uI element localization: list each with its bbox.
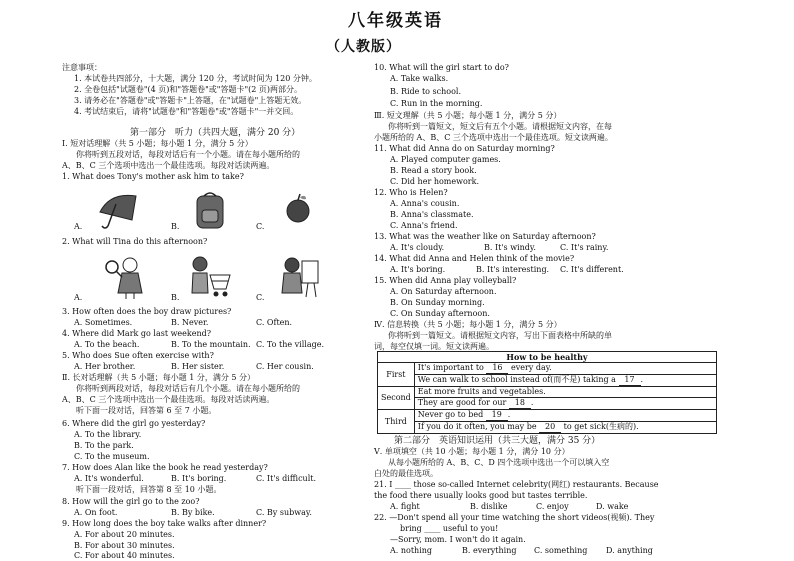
question-14: 14. What did Anna and Helen think of the movie? <box>374 254 575 263</box>
answer-option: B. Her sister. <box>171 362 225 371</box>
section5-heading: Ⅴ. 单项填空（共 10 小题；每小题 1 分，满分 10 分） <box>374 447 570 456</box>
answer-option: C. Often. <box>256 318 293 327</box>
answer-option: A. fight <box>390 502 420 511</box>
note-item: 2. 全卷包括"试题卷"(4 页)和"答题卷"或"答题卡"(2 页)两部分。 <box>74 85 303 94</box>
section2-instruction: 你将听到两段对话，每段对话后有几个小题。请在每小题所给的 <box>76 384 300 393</box>
table-row: Third Never go to bed 19 . <box>378 410 717 422</box>
blank-17[interactable]: 17 <box>619 375 641 386</box>
answer-option: A. To the library. <box>74 430 142 439</box>
question-5: 5. Who does Sue often exercise with? <box>62 351 214 360</box>
question-13: 13. What was the weather like on Saturday afternoon? <box>374 232 596 241</box>
answer-option: A. Anna's cousin. <box>390 199 460 208</box>
answer-option: B. Read a story book. <box>390 166 477 175</box>
answer-option: B. By bike. <box>171 508 215 517</box>
answer-option: A. It's cloudy. <box>390 243 445 252</box>
answer-option: B. To the park. <box>74 441 134 450</box>
section4-instruction: 词，每空仅填一词。短文读两遍。 <box>374 342 494 351</box>
page-title: 八年级英语 <box>348 11 443 31</box>
answer-option: D. anything <box>606 546 653 555</box>
option-label: B. <box>171 293 180 302</box>
table-row: They are good for our 18 . <box>378 398 717 410</box>
table-row: If you do it often, you may be 20 to get sick(生病的). <box>378 422 717 434</box>
section2-subinstruction: 听下面一段对话，回答第 8 至 10 小题。 <box>76 485 222 494</box>
question-8: 8. How will the girl go to the zoo? <box>62 497 200 506</box>
part1-title: 第一部分 听力（共四大题，满分 20 分） <box>130 128 301 138</box>
answer-option: A. Her brother. <box>74 362 136 371</box>
table-row: First It's important to 16 every day. <box>378 363 717 375</box>
table-row: Second Eat more fruits and vegetables. <box>378 387 717 398</box>
note-item: 1. 本试卷共四部分，十大题，满分 120 分，考试时间为 120 分钟。 <box>74 74 317 83</box>
blank-20[interactable]: 20 <box>539 422 561 433</box>
answer-option: B. dislike <box>470 502 508 511</box>
question-22-cont: bring ____ useful to you! <box>400 524 499 533</box>
option-label: C. <box>256 293 265 302</box>
section4-instruction: 你将听到一篇短文。请根据短文内容，写出下面表格中所缺的单 <box>388 331 612 340</box>
question-7: 7. How does Alan like the book he read yesterday? <box>62 463 268 472</box>
question-21-cont: the food there usually looks good but tastes terrible. <box>374 491 588 500</box>
answer-option: C. For about 40 minutes. <box>74 551 175 560</box>
answer-option: B. Anna's classmate. <box>390 210 474 219</box>
section3-instruction: 你将听到一篇短文，短文后有五个小题。请根据短文内容，在每 <box>388 122 612 131</box>
answer-option: B. It's boring. <box>171 474 227 483</box>
section1-instruction: 你将听到五段对话，每段对话后有一个小题。请在每小题所给的 <box>76 150 300 159</box>
apple-icon <box>284 192 312 224</box>
answer-option: A. Played computer games. <box>390 155 501 164</box>
section3-heading: Ⅲ. 短文理解（共 5 小题；每小题 1 分，满分 5 分） <box>374 111 562 120</box>
answer-option: A. To the beach. <box>74 340 140 349</box>
answer-option: B. everything <box>462 546 517 555</box>
part2-title: 第二部分 英语知识运用（共三大题，满分 35 分） <box>394 436 601 446</box>
answer-option: C. To the museum. <box>74 452 150 461</box>
question-22-reply: —Sorry, mom. I won't do it again. <box>390 535 526 544</box>
answer-option: B. It's windy. <box>484 243 536 252</box>
table-title: How to be healthy <box>378 352 717 363</box>
shopping-cart-icon <box>188 255 234 299</box>
section2-subinstruction: 听下面一段对话，回答第 6 至 7 小题。 <box>76 406 217 415</box>
question-10: 10. What will the girl start to do? <box>374 63 509 72</box>
section3-instruction: 小题所给的 A、B、C 三个选项中选出一个最佳选项。短文读两遍。 <box>374 133 613 142</box>
question-6: 6. Where did the girl go yesterday? <box>62 419 206 428</box>
section5-instruction: 从每小题所给的 A、B、C、D 四个选项中选出一个可以填入空 <box>388 458 610 467</box>
answer-option: A. For about 20 minutes. <box>74 530 175 539</box>
section5-instruction: 白处的最佳选项。 <box>374 469 438 478</box>
painting-icon <box>278 255 320 299</box>
row-label: Third <box>378 410 415 434</box>
question-9: 9. How long does the boy take walks after dinner? <box>62 519 267 528</box>
umbrella-icon <box>96 190 144 230</box>
row-label: Second <box>378 387 415 410</box>
question-2: 2. What will Tina do this afternoon? <box>62 237 208 246</box>
section1-heading: Ⅰ. 短对话理解（共 5 小题；每小题 1 分，满分 5 分） <box>62 139 253 148</box>
answer-option: C. It's rainy. <box>560 243 609 252</box>
answer-option: C. On Sunday afternoon. <box>390 309 490 318</box>
blank-18[interactable]: 18 <box>509 398 531 409</box>
answer-option: A. It's wonderful. <box>74 474 144 483</box>
answer-option: A. Sometimes. <box>74 318 133 327</box>
answer-option: B. Never. <box>171 318 209 327</box>
question-4: 4. Where did Mark go last weekend? <box>62 329 212 338</box>
answer-option: C. Anna's friend. <box>390 221 458 230</box>
answer-option: B. For about 30 minutes. <box>74 541 175 550</box>
answer-option: A. On foot. <box>74 508 118 517</box>
question-11: 11. What did Anna do on Saturday morning? <box>374 144 555 153</box>
answer-option: C. To the village. <box>256 340 325 349</box>
answer-option: C. Did her homework. <box>390 177 479 186</box>
answer-option: C. something <box>534 546 588 555</box>
option-label: C. <box>256 222 265 231</box>
section4-heading: Ⅳ. 信息转换（共 5 小题；每小题 1 分，满分 5 分） <box>374 320 562 329</box>
blank-16[interactable]: 16 <box>486 363 508 374</box>
note-item: 3. 请务必在"答题卷"或"答题卡"上答题，在"试题卷"上答题无效。 <box>74 96 307 105</box>
row-label: First <box>378 363 415 387</box>
answer-option: A. Take walks. <box>390 74 449 83</box>
answer-option: C. enjoy <box>536 502 569 511</box>
option-label: B. <box>171 222 180 231</box>
answer-option: C. It's difficult. <box>256 474 317 483</box>
note-item: 4. 考试结束后，请将"试题卷"和"答题卷"或"答题卡"一并交回。 <box>74 107 299 116</box>
answer-option: B. It's interesting. <box>476 265 550 274</box>
answer-option: B. Ride to school. <box>390 87 461 96</box>
option-label: A. <box>74 293 83 302</box>
blank-19[interactable]: 19 <box>486 410 508 421</box>
answer-option: C. By subway. <box>256 508 312 517</box>
answer-option: B. To the mountain. <box>171 340 251 349</box>
backpack-icon <box>192 190 228 230</box>
health-table <box>377 351 717 434</box>
question-1: 1. What does Tony's mother ask him to take? <box>62 172 244 181</box>
answer-option: B. On Sunday morning. <box>390 298 485 307</box>
magnifier-girl-icon <box>104 255 150 299</box>
notes-heading: 注意事项： <box>62 63 102 72</box>
answer-option: D. wake <box>596 502 629 511</box>
question-22: 22. —Don't spend all your time watching the short videos(视频). They <box>374 513 655 522</box>
question-21: 21. I ____ those so-called Internet celebrity(网红) restaurants. Because <box>374 480 659 489</box>
answer-option: A. It's boring. <box>390 265 446 274</box>
answer-option: C. Her cousin. <box>256 362 314 371</box>
question-3: 3. How often does the boy draw pictures? <box>62 307 232 316</box>
table-row: We can walk to school instead of(而不是) taking a 17 . <box>378 375 717 387</box>
answer-option: C. Run in the morning. <box>390 99 483 108</box>
edition-label: （人教版） <box>326 39 401 55</box>
section2-heading: Ⅱ. 长对话理解（共 5 小题；每小题 1 分，满分 5 分） <box>62 373 256 382</box>
question-15: 15. When did Anna play volleyball? <box>374 276 517 285</box>
answer-option: C. It's different. <box>560 265 624 274</box>
question-12: 12. Who is Helen? <box>374 188 448 197</box>
option-label: A. <box>74 222 83 231</box>
section1-instruction: A、B、C 三个选项中选出一个最佳选项。每段对话读两遍。 <box>62 161 275 170</box>
answer-option: A. On Saturday afternoon. <box>390 287 497 296</box>
section2-instruction: A、B、C 三个选项中选出一个最佳选项。每段对话读两遍。 <box>62 395 275 404</box>
answer-option: A. nothing <box>390 546 433 555</box>
